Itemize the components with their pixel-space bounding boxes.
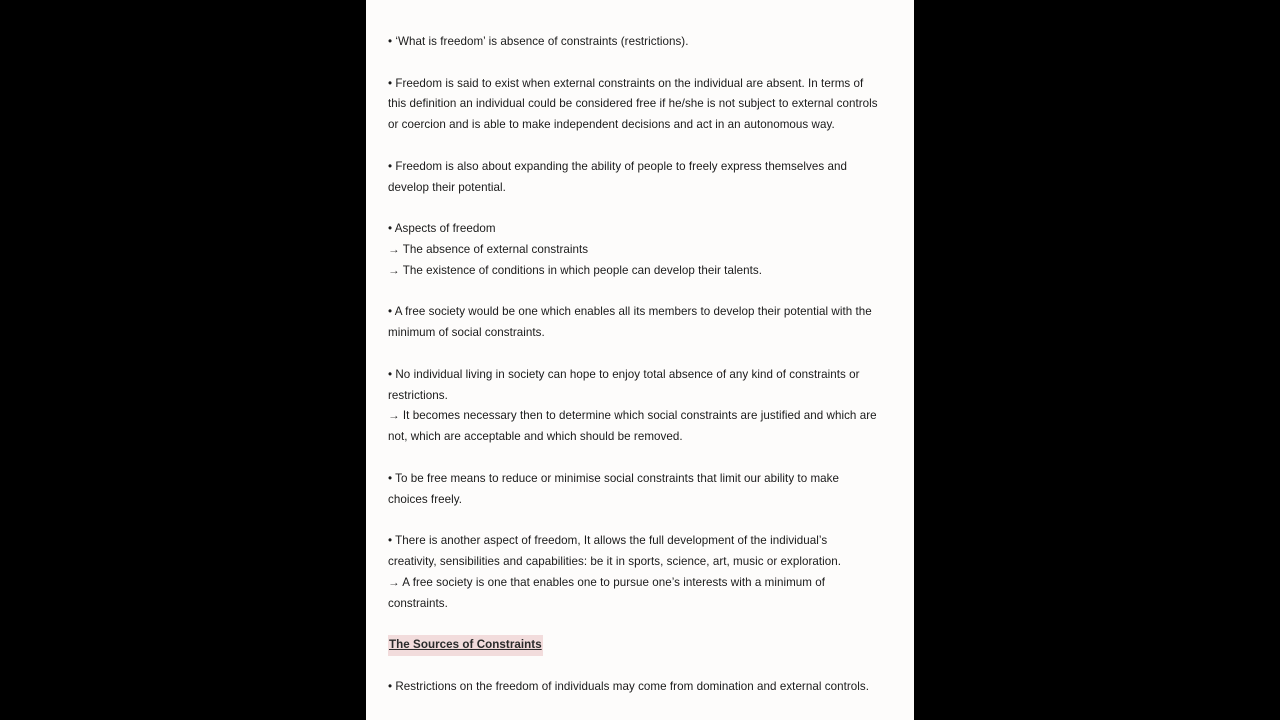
paragraph — [388, 219, 900, 281]
text-line: • ‘What is freedom’ is absence of constraints (restrictions). — [388, 35, 689, 48]
text-line: → A free society is one that enables one to pursue one’s interests with a minimum of — [388, 575, 826, 589]
paragraph — [388, 157, 900, 199]
text-line: not, which are acceptable and which should be removed. — [388, 430, 683, 444]
text-line: • No individual living in society can hope to enjoy total absence of any kind of constraints or — [388, 367, 860, 381]
text-line: • Restrictions on the freedom of individuals may come from domination and external controls. — [388, 679, 870, 693]
text-line: develop their potential. — [388, 180, 506, 194]
text-line: creativity, sensibilities and capabilities: be it in sports, science, art, music or exploration. — [388, 554, 842, 568]
paragraph — [388, 469, 900, 511]
text-line: restrictions. — [388, 388, 448, 402]
paragraph-list — [388, 32, 900, 614]
document-content — [388, 32, 900, 718]
section-heading-block — [388, 635, 900, 656]
section-heading: The Sources of Constraints — [388, 635, 543, 656]
text-line: • Freedom is said to exist when external constraints on the individual are absent. In terms of — [388, 76, 864, 90]
text-line: minimum of social constraints. — [388, 326, 545, 340]
text-line: → The absence of external constraints — [388, 242, 589, 256]
paragraph — [388, 32, 900, 53]
post-heading-paragraph — [388, 677, 900, 698]
text-line: • Freedom is also about expanding the ability of people to freely express themselves and — [388, 159, 847, 173]
text-line: or coercion and is able to make independent decisions and act in an autonomous way. — [388, 118, 835, 132]
text-line: choices freely. — [388, 492, 462, 506]
text-line: → It becomes necessary then to determine which social constraints are justified and which are — [388, 409, 877, 423]
text-line: • There is another aspect of freedom, It allows the full development of the individual’s — [388, 534, 828, 548]
paragraph — [388, 302, 900, 344]
text-line: constraints. — [388, 596, 448, 610]
paragraph — [388, 531, 900, 614]
text-line: this definition an individual could be considered free if he/she is not subject to external controls — [388, 97, 878, 111]
text-line: • Aspects of freedom — [388, 222, 496, 236]
paragraph — [388, 677, 900, 698]
paragraph — [388, 365, 900, 448]
text-line: • A free society would be one which enables all its members to develop their potential with the — [388, 305, 872, 319]
text-line: • To be free means to reduce or minimise social constraints that limit our ability to make — [388, 471, 840, 485]
document-page — [366, 0, 914, 720]
text-line: → The existence of conditions in which people can develop their talents. — [388, 263, 762, 277]
paragraph — [388, 74, 900, 136]
